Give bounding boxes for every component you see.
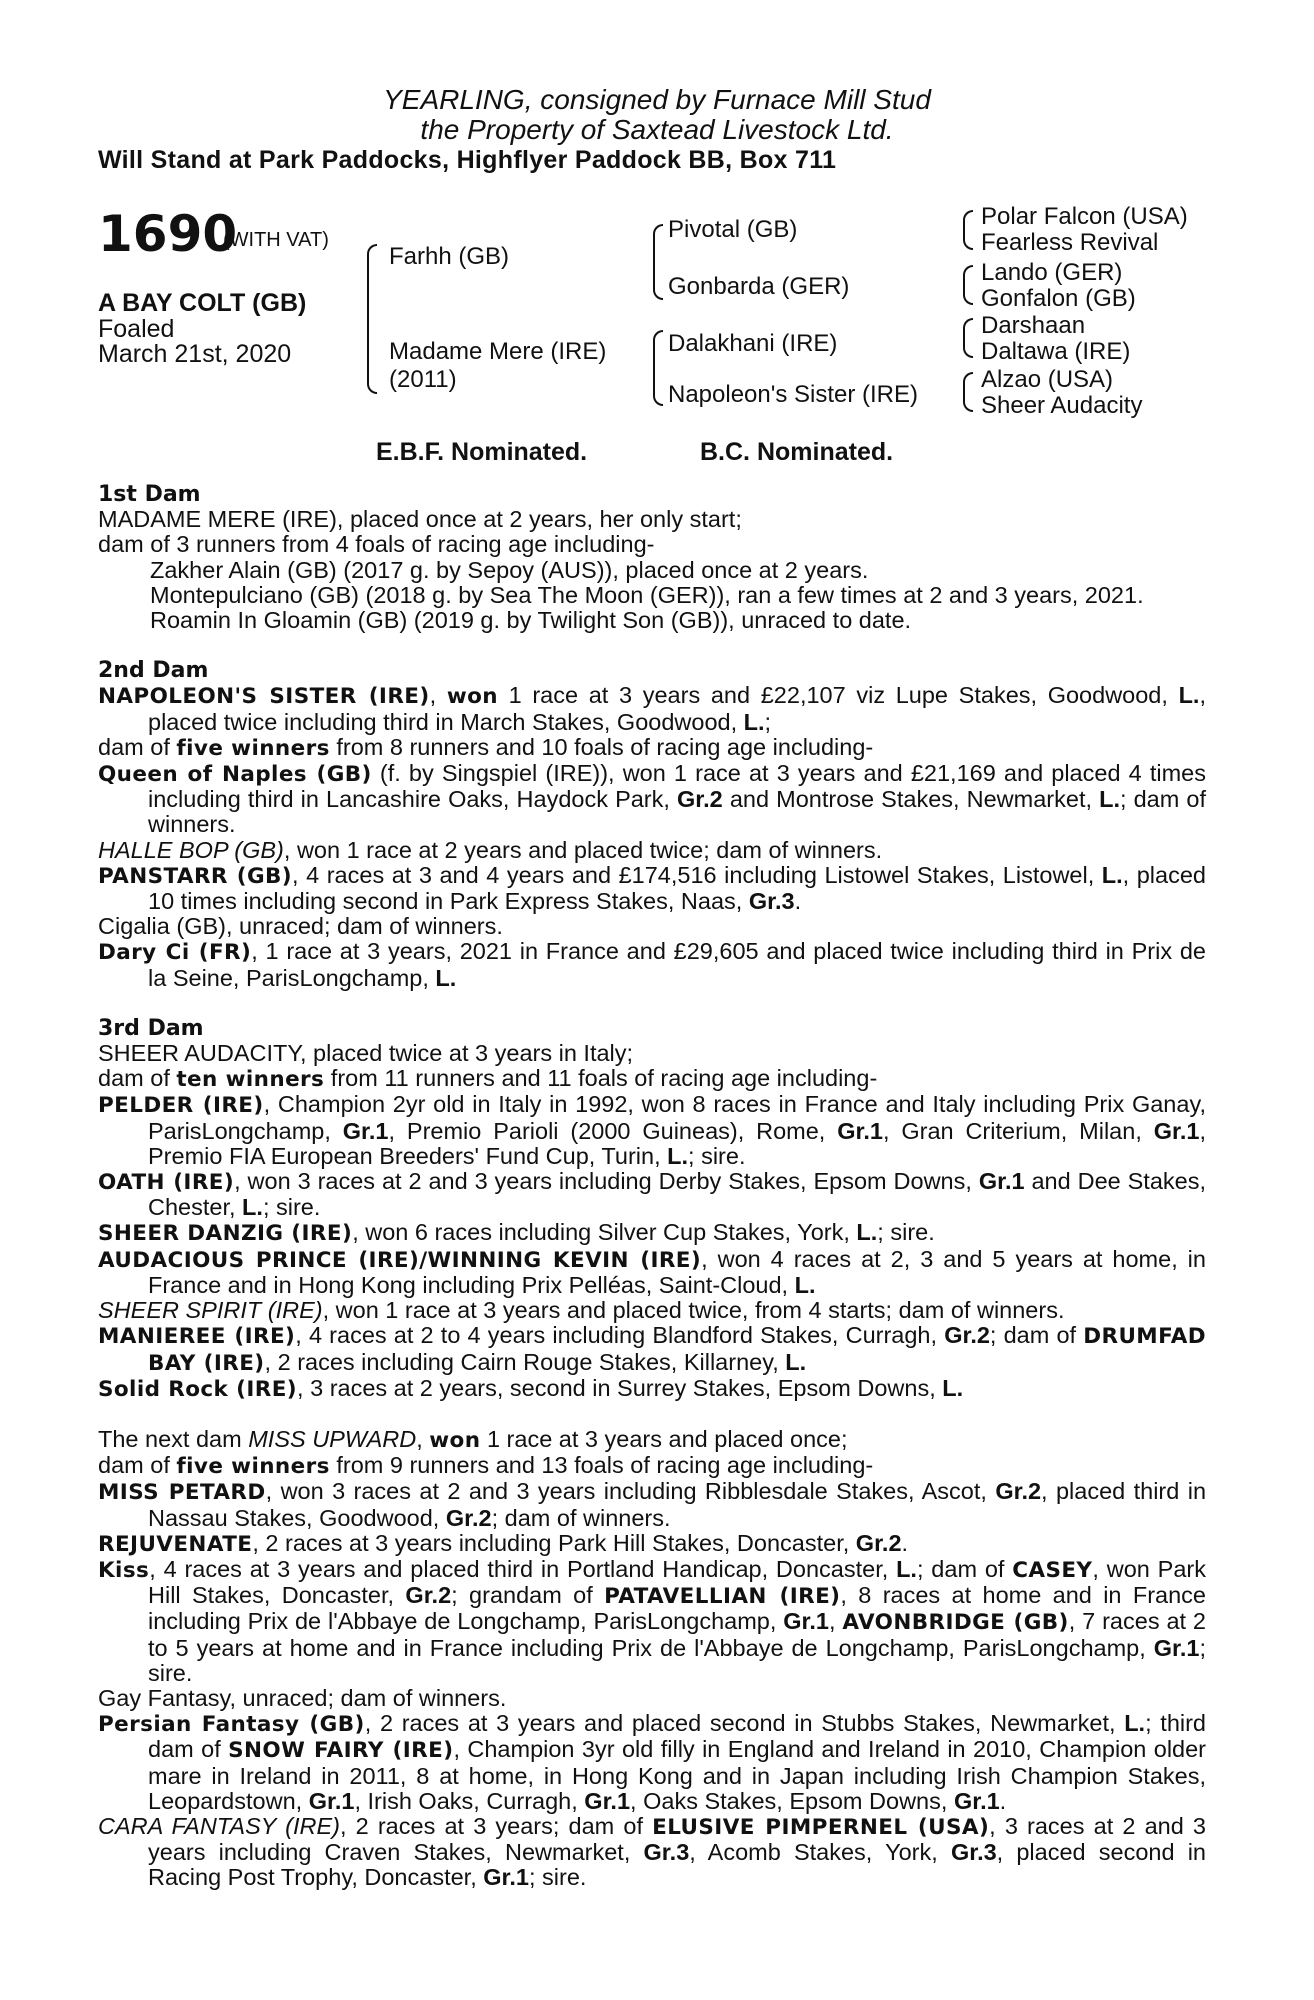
pedigree-brace-g4 [963, 372, 973, 412]
grandsire-1: Polar Falcon (USA) [981, 203, 1188, 230]
foaled-date: March 21st, 2020 [98, 340, 292, 368]
produce-item: Zakher Alain (GB) (2017 g. by Sepoy (AUS)), placed once at 2 years. [150, 556, 869, 583]
produce-item: Kiss, 4 races at 3 years and placed third in Portland Handicap, Doncaster, L.; dam of CASEY, won Park Hill Stakes, Doncaster, Gr.2; grandam of PATAVELLIAN (IRE), 8 races at home and in France including Prix de l'Abbaye de Longchamp, ParisLongchamp, Gr.1, AVONBRIDGE (GB), 7 races at 2 to 5 years at home and in France including Prix de l'Abbaye de Longchamp, ParisLongchamp, Gr.1; sire. [98, 1555, 1206, 1686]
pedigree-brace-main [367, 244, 377, 394]
dam-sire-name: Dalakhani (IRE) [668, 330, 838, 357]
sire-sire-name: Pivotal (GB) [668, 216, 798, 243]
pedigree-brace-g2 [963, 265, 973, 305]
fourth-dam-produce-summary: dam of five winners from 9 runners and 13 foals of racing age including- [98, 1452, 874, 1480]
third-dam-produce-summary: dam of ten winners from 11 runners and 11 foals of racing age including- [98, 1065, 878, 1093]
first-dam-heading: 1st Dam [98, 482, 201, 507]
produce-item: Solid Rock (IRE), 3 races at 2 years, second in Surrey Stakes, Epsom Downs, L. [98, 1374, 964, 1402]
produce-item: OATH (IRE), won 3 races at 2 and 3 years including Derby Stakes, Epsom Downs, Gr.1 and Dee Stakes, Chester, L.; sire. [98, 1168, 1206, 1221]
produce-item: HALLE BOP (GB), won 1 race at 2 years and placed twice; dam of winners. [98, 836, 883, 863]
first-dam-line: MADAME MERE (IRE), placed once at 2 years, her only start; [98, 506, 742, 533]
first-dam-produce-summary: dam of 3 runners from 4 foals of racing age including- [98, 531, 655, 558]
produce-item: MANIEREE (IRE), 4 races at 2 to 4 years including Blandford Stakes, Curragh, Gr.2; dam of DRUMFAD BAY (IRE), 2 races including Cairn Rouge Stakes, Killarney, L. [98, 1322, 1207, 1376]
produce-item: AUDACIOUS PRINCE (IRE)/WINNING KEVIN (IRE), won 4 races at 2, 3 and 5 years at home, in France and in Hong Kong including Prix Pelléas, Saint-Cloud, L. [98, 1245, 1206, 1298]
pedigree-brace-g1 [963, 210, 973, 250]
grandsire-6: Daltawa (IRE) [981, 338, 1131, 365]
catalogue-body [98, 482, 1206, 1891]
produce-item: Dary Ci (FR), 1 race at 3 years, 2021 in France and £29,605 and placed twice including third in Prix de la Seine, ParisLongchamp, L. [98, 938, 1206, 991]
dam-name: Madame Mere (IRE) [389, 338, 607, 365]
third-dam-heading: 3rd Dam [98, 1015, 204, 1041]
grandsire-2: Fearless Revival [981, 229, 1159, 256]
produce-item: Montepulciano (GB) (2018 g. by Sea The Moon (GER)), ran a few times at 2 and 3 years, 2021. [150, 581, 1144, 608]
produce-item: CARA FANTASY (IRE), 2 races at 3 years; dam of ELUSIVE PIMPERNEL (USA), 3 races at 2 and 3 years including Craven Stakes, Newmarket, Gr.3, Acomb Stakes, York, Gr.3, placed second in Racing Post Trophy, Doncaster, Gr.1; sire. [98, 1812, 1207, 1891]
pedigree-brace-sire [653, 224, 663, 300]
fourth-dam-entry: The next dam MISS UPWARD, won 1 race at 3 years and placed once; [98, 1425, 848, 1453]
dam-year: (2011) [389, 366, 457, 393]
dam-dam-name: Napoleon's Sister (IRE) [668, 381, 919, 408]
grandsire-7: Alzao (USA) [981, 366, 1114, 393]
foaled-label: Foaled [98, 315, 175, 343]
stand-location: Will Stand at Park Paddocks, Highflyer Paddock BB, Box 711 [98, 146, 837, 174]
grandsire-3: Lando (GER) [981, 259, 1123, 286]
produce-item: Queen of Naples (GB) (f. by Singspiel (IRE)), won 1 race at 3 years and £21,169 and placed 4 times including third in Lancashire Oaks, Haydock Park, Gr.2 and Montrose Stakes, Newmarket, L.; dam of winners. [98, 760, 1207, 838]
second-dam-heading: 2nd Dam [98, 658, 209, 684]
lot-number: 1690 [98, 205, 238, 263]
produce-item: REJUVENATE, 2 races at 3 years including Park Hill Stakes, Doncaster, Gr.2. [98, 1529, 909, 1557]
ebf-nomination: E.B.F. Nominated. [376, 438, 588, 466]
pedigree-brace-g3 [963, 318, 973, 358]
pedigree-brace-dam [653, 330, 663, 406]
produce-item: Cigalia (GB), unraced; dam of winners. [98, 913, 503, 940]
horse-description: A BAY COLT (GB) [98, 289, 307, 317]
produce-item: PELDER (IRE), Champion 2yr old in Italy in 1992, won 8 races in France and Italy including Prix Ganay, ParisLongchamp, Gr.1, Premio Parioli (2000 Guineas), Rome, Gr.1, Gran Criterium, Milan, Gr.1, Premio FIA European Breeders' Fund Cup, Turin, L.; sire. [98, 1091, 1206, 1169]
third-dam-entry: SHEER AUDACITY, placed twice at 3 years in Italy; [98, 1040, 634, 1067]
produce-item: Gay Fantasy, unraced; dam of winners. [98, 1684, 507, 1711]
grandsire-8: Sheer Audacity [981, 392, 1143, 419]
produce-item: Roamin In Gloamin (GB) (2019 g. by Twilight Son (GB)), unraced to date. [150, 607, 912, 634]
produce-item: SHEER SPIRIT (IRE), won 1 race at 3 years and placed twice, from 4 starts; dam of winners. [98, 1297, 1065, 1324]
grandsire-4: Gonfalon (GB) [981, 285, 1136, 312]
sire-name: Farhh (GB) [389, 243, 510, 270]
vat-note: (WITH VAT) [223, 229, 329, 251]
produce-item: PANSTARR (GB), 4 races at 3 and 4 years and £174,516 including Listowel Stakes, Listowel, L., placed 10 times including second in Park Express Stakes, Naas, Gr.3. [98, 861, 1206, 915]
grandsire-5: Darshaan [981, 312, 1086, 339]
second-dam-produce-summary: dam of five winners from 8 runners and 10 foals of racing age including- [98, 733, 874, 761]
consignment-line: YEARLING, consigned by Furnace Mill Stud [383, 84, 931, 115]
produce-item: MISS PETARD, won 3 races at 2 and 3 years including Ribblesdale Stakes, Ascot, Gr.2, placed third in Nassau Stakes, Goodwood, Gr.2; dam of winners. [98, 1478, 1207, 1531]
produce-item: Persian Fantasy (GB), 2 races at 3 years and placed second in Stubbs Stakes, Newmarket, L.; third dam of SNOW FAIRY (IRE), Champion 3yr old filly in England and Ireland in 2010, Champion older mare in Ireland in 2011, 8 at home, in Hong Kong and in Japan including Irish Champion Stakes, Leopardstown, Gr.1, Irish Oaks, Curragh, Gr.1, Oaks Stakes, Epsom Downs, Gr.1. [98, 1710, 1207, 1814]
property-line: the Property of Saxtead Livestock Ltd. [420, 114, 894, 145]
sire-dam-name: Gonbarda (GER) [668, 273, 850, 300]
second-dam-entry: NAPOLEON'S SISTER (IRE), won 1 race at 3 years and £22,107 viz Lupe Stakes, Goodwood, L., placed twice including third in March Stakes, Goodwood, L.; [98, 682, 1206, 735]
bc-nomination: B.C. Nominated. [700, 438, 894, 466]
produce-item: SHEER DANZIG (IRE), won 6 races including Silver Cup Stakes, York, L.; sire. [98, 1219, 935, 1247]
